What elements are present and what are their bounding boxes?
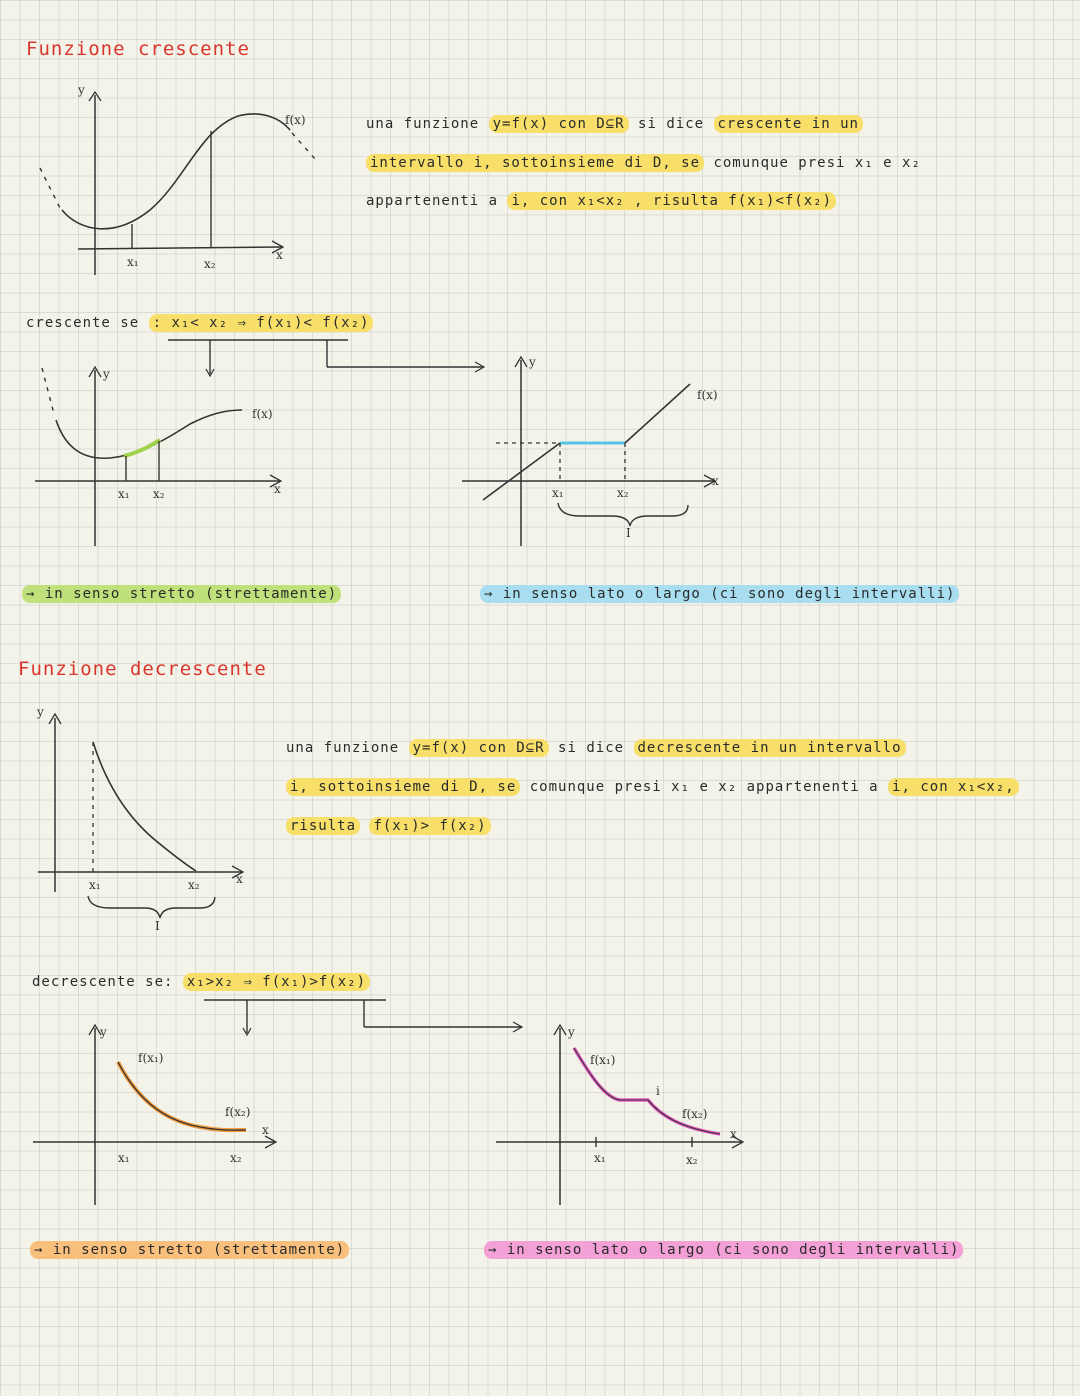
increasing-title: Funzione crescente [26,38,250,60]
axis-y-label: y [568,1025,575,1039]
rule-label: crescente se [26,315,140,331]
def-highlight: i, sottoinsieme di D, se [286,778,520,796]
interval-label: I [155,919,160,933]
def-highlight: intervallo i, sottoinsieme di D, se [366,154,704,172]
def-text: appartenenti a [366,193,499,209]
axis-x-label: x [712,474,719,488]
decreasing-strict-note [30,1242,349,1258]
def-highlight: i, con x₁<x₂, [888,778,1019,796]
def-highlight: crescente in un [714,115,863,133]
def-text: una funzione [366,116,480,132]
axis-x-label: x [274,482,281,496]
axis-y-label: y [37,705,44,719]
def-text: si dice [558,740,625,756]
def-highlight: decrescente in un intervallo [634,739,906,757]
wide-label: → in senso lato o largo (ci sono degli intervalli) [480,585,959,603]
x2-label: x₂ [188,878,200,892]
fx2-label: f(x₂) [682,1107,708,1121]
def-highlight: f(x₁)> f(x₂) [369,817,490,835]
fx1-label: f(x₁) [138,1051,164,1065]
axis-x-label: x [236,872,243,886]
axis-y-label: y [100,1025,107,1039]
wide-label: → in senso lato o largo (ci sono degli intervalli) [484,1241,963,1259]
def-highlight: y=f(x) con D⊆R [409,739,549,757]
x1-label: x₁ [594,1151,606,1165]
axis-x-label: x [262,1123,269,1137]
x1-label: x₁ [552,486,564,500]
axis-y-label: y [103,367,110,381]
x1-label: x₁ [89,878,101,892]
x1-label: x₁ [118,1151,130,1165]
rule-formula: x₁>x₂ ⇒ f(x₁)>f(x₂) [183,973,370,991]
x2-label: x₂ [686,1153,698,1167]
strict-label: → in senso stretto (strettamente) [30,1241,349,1259]
rule-formula: : x₁< x₂ ⇒ f(x₁)< f(x₂) [149,314,374,332]
interval-label: i [656,1084,660,1098]
def-highlight: risulta [286,817,360,835]
axis-x-label: x [276,248,283,262]
x1-label: x₁ [127,255,139,269]
fx1-label: f(x₁) [590,1053,616,1067]
fx2-label: f(x₂) [225,1105,251,1119]
axis-y-label: y [529,355,536,369]
def-text: comunque presi x₁ e x₂ [713,155,921,171]
x2-label: x₂ [153,487,165,501]
axis-x-label: x [730,1127,737,1141]
x1-label: x₁ [118,487,130,501]
def-highlight: i, con x₁<x₂ , risulta f(x₁)<f(x₂) [507,192,836,210]
def-text: una funzione [286,740,400,756]
decreasing-title: Funzione decrescente [18,658,267,680]
def-highlight: y=f(x) con D⊆R [489,115,629,133]
fx-label: f(x) [252,407,273,421]
fx-label: f(x) [285,113,306,127]
def-text: comunque presi x₁ e x₂ appartenenti a [529,779,879,795]
decreasing-wide-note [484,1242,963,1258]
axis-y-label: y [78,83,85,97]
x2-label: x₂ [617,486,629,500]
rule-label: decrescente se: [32,974,174,990]
x2-label: x₂ [230,1151,242,1165]
strict-label: → in senso stretto (strettamente) [22,585,341,603]
x2-label: x₂ [204,257,216,271]
def-text: si dice [638,116,705,132]
fx-label: f(x) [697,388,718,402]
interval-label: I [626,526,631,540]
